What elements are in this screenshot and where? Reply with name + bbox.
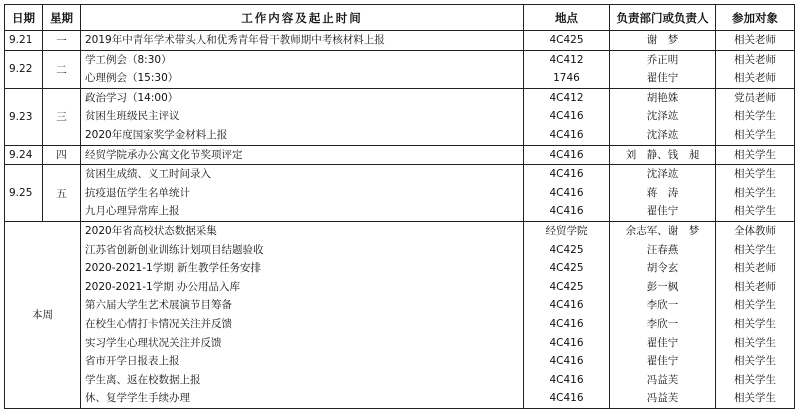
table-row bbox=[5, 145, 795, 165]
list-item: 心理例会（15:30） bbox=[85, 72, 179, 85]
list-item: 4C416 bbox=[549, 148, 584, 161]
list-item: 2020-2021-1学期 新生教学任务安排 bbox=[85, 262, 262, 275]
owner-cell bbox=[610, 165, 716, 222]
weekday-cell: 二 bbox=[43, 50, 81, 88]
table-row bbox=[5, 50, 795, 88]
list-item: 4C416 bbox=[549, 317, 584, 330]
date-cell: 本周 bbox=[5, 221, 81, 408]
list-item: 相关学生 bbox=[734, 336, 776, 349]
list-item: 胡令玄 bbox=[646, 262, 679, 275]
list-item: 4C416 bbox=[549, 168, 584, 181]
weekday-cell: 三 bbox=[43, 88, 81, 145]
header-date: 日期 bbox=[5, 5, 43, 31]
table-row bbox=[5, 165, 795, 222]
list-item: 学工例会（8:30） bbox=[85, 53, 172, 66]
table-row bbox=[5, 221, 795, 408]
list-item: 省市开学日报表上报 bbox=[85, 355, 180, 368]
header-owner: 负责部门或负责人 bbox=[610, 5, 716, 31]
target-cell bbox=[716, 31, 795, 51]
list-item: 4C416 bbox=[549, 205, 584, 218]
list-item: 4C425 bbox=[549, 280, 584, 293]
owner-cell bbox=[610, 50, 716, 88]
list-item: 相关学生 bbox=[734, 392, 776, 405]
list-item: 相关老师 bbox=[734, 53, 776, 66]
list-item: 刘 静、钱 昶 bbox=[625, 148, 700, 161]
schedule-body bbox=[5, 31, 795, 409]
table-row bbox=[5, 31, 795, 51]
list-item: 政治学习（14:00） bbox=[85, 91, 179, 104]
list-item: 经贸学院承办公寓文化节奖项评定 bbox=[85, 148, 243, 161]
header-place: 地点 bbox=[524, 5, 610, 31]
header-weekday: 星期 bbox=[43, 5, 81, 31]
list-item: 4C416 bbox=[549, 355, 584, 368]
list-item: 相关学生 bbox=[734, 186, 776, 199]
list-item: 余志军、谢 梦 bbox=[625, 224, 700, 237]
content-cell bbox=[81, 221, 524, 408]
place-cell bbox=[524, 88, 610, 145]
list-item: 抗疫退伍学生名单统计 bbox=[85, 186, 190, 199]
owner-cell bbox=[610, 221, 716, 408]
list-item: 九月心理异常库上报 bbox=[85, 205, 180, 218]
list-item: 蒋 涛 bbox=[646, 186, 679, 199]
list-item: 李欣一 bbox=[646, 299, 679, 312]
list-item: 汪春燕 bbox=[646, 243, 679, 256]
list-item: 4C416 bbox=[549, 110, 584, 123]
list-item: 1746 bbox=[553, 72, 580, 85]
list-item: 学生离、返在校数据上报 bbox=[85, 373, 201, 386]
list-item: 2020年省高校状态数据采集 bbox=[85, 224, 217, 237]
weekday-cell: 五 bbox=[43, 165, 81, 222]
header-target: 参加对象 bbox=[716, 5, 795, 31]
target-cell bbox=[716, 145, 795, 165]
place-cell bbox=[524, 50, 610, 88]
owner-cell bbox=[610, 31, 716, 51]
content-cell bbox=[81, 165, 524, 222]
target-cell bbox=[716, 50, 795, 88]
list-item: 翟佳宁 bbox=[646, 72, 679, 85]
target-cell bbox=[716, 221, 795, 408]
list-item: 贫困生成绩、义工时间录入 bbox=[85, 168, 211, 181]
content-cell bbox=[81, 145, 524, 165]
list-item: 相关老师 bbox=[734, 262, 776, 275]
list-item: 沈泽竑 bbox=[646, 168, 679, 181]
header-content: 工作内容及起止时间 bbox=[81, 5, 524, 31]
owner-cell bbox=[610, 88, 716, 145]
list-item: 相关老师 bbox=[734, 72, 776, 85]
target-cell bbox=[716, 88, 795, 145]
list-item: 4C425 bbox=[549, 34, 584, 46]
list-item: 贫困生班级民主评议 bbox=[85, 110, 180, 123]
place-cell bbox=[524, 221, 610, 408]
place-cell bbox=[524, 145, 610, 165]
weekly-schedule-table bbox=[4, 4, 795, 409]
list-item: 相关学生 bbox=[734, 355, 776, 368]
date-cell: 9.22 bbox=[5, 50, 43, 88]
list-item: 休、复学学生手续办理 bbox=[85, 392, 190, 405]
list-item: 相关学生 bbox=[734, 148, 776, 161]
target-cell bbox=[716, 165, 795, 222]
list-item: 实习学生心理状况关注并反馈 bbox=[85, 336, 222, 349]
place-cell bbox=[524, 31, 610, 51]
list-item: 4C416 bbox=[549, 336, 584, 349]
list-item: 在校生心情打卡情况关注并反馈 bbox=[85, 317, 232, 330]
list-item: 冯益芙 bbox=[646, 373, 679, 386]
list-item: 翟佳宁 bbox=[646, 336, 679, 349]
date-cell: 9.25 bbox=[5, 165, 43, 222]
owner-cell bbox=[610, 145, 716, 165]
list-item: 胡艳姝 bbox=[646, 91, 679, 104]
content-cell bbox=[81, 50, 524, 88]
list-item: 冯益芙 bbox=[646, 392, 679, 405]
list-item: 党员老师 bbox=[734, 91, 776, 104]
list-item: 4C416 bbox=[549, 392, 584, 405]
list-item: 4C412 bbox=[549, 53, 584, 66]
date-cell: 9.24 bbox=[5, 145, 43, 165]
list-item: 4C416 bbox=[549, 128, 584, 141]
list-item: 4C416 bbox=[549, 299, 584, 312]
date-cell: 9.21 bbox=[5, 31, 43, 51]
content-cell bbox=[81, 88, 524, 145]
list-item: 李欣一 bbox=[646, 317, 679, 330]
list-item: 相关学生 bbox=[734, 373, 776, 386]
list-item: 全体教师 bbox=[734, 224, 776, 237]
list-item: 相关老师 bbox=[734, 280, 776, 293]
list-item: 经贸学院 bbox=[545, 224, 588, 237]
list-item: 4C416 bbox=[549, 373, 584, 386]
list-item: 4C416 bbox=[549, 186, 584, 199]
weekday-cell: 四 bbox=[43, 145, 81, 165]
header-row bbox=[5, 5, 795, 31]
list-item: 第六届大学生艺术展演节目筹备 bbox=[85, 299, 232, 312]
table-row bbox=[5, 88, 795, 145]
list-item: 相关老师 bbox=[734, 34, 776, 46]
list-item: 4C412 bbox=[549, 91, 584, 104]
list-item: 相关学生 bbox=[734, 205, 776, 218]
list-item: 相关学生 bbox=[734, 128, 776, 141]
list-item: 翟佳宁 bbox=[646, 205, 679, 218]
list-item: 4C425 bbox=[549, 243, 584, 256]
list-item: 2020-2021-1学期 办公用品入库 bbox=[85, 280, 241, 293]
date-cell: 9.23 bbox=[5, 88, 43, 145]
weekday-cell: 一 bbox=[43, 31, 81, 51]
list-item: 4C425 bbox=[549, 262, 584, 275]
list-item: 相关学生 bbox=[734, 110, 776, 123]
list-item: 江苏省创新创业训练计划项目结题验收 bbox=[85, 243, 264, 256]
list-item: 2019年中青年学术带头人和优秀青年骨干教师期中考核材料上报 bbox=[85, 34, 385, 46]
list-item: 2020年度国家奖学金材料上报 bbox=[85, 128, 228, 141]
list-item: 相关学生 bbox=[734, 168, 776, 181]
place-cell bbox=[524, 165, 610, 222]
list-item: 相关学生 bbox=[734, 299, 776, 312]
list-item: 谢 梦 bbox=[646, 34, 679, 46]
list-item: 彭一枫 bbox=[646, 280, 679, 293]
list-item: 翟佳宁 bbox=[646, 355, 679, 368]
list-item: 沈泽竑 bbox=[646, 128, 679, 141]
list-item: 沈泽竑 bbox=[646, 110, 679, 123]
list-item: 相关学生 bbox=[734, 243, 776, 256]
list-item: 相关学生 bbox=[734, 317, 776, 330]
list-item: 乔正明 bbox=[646, 53, 679, 66]
content-cell bbox=[81, 31, 524, 51]
